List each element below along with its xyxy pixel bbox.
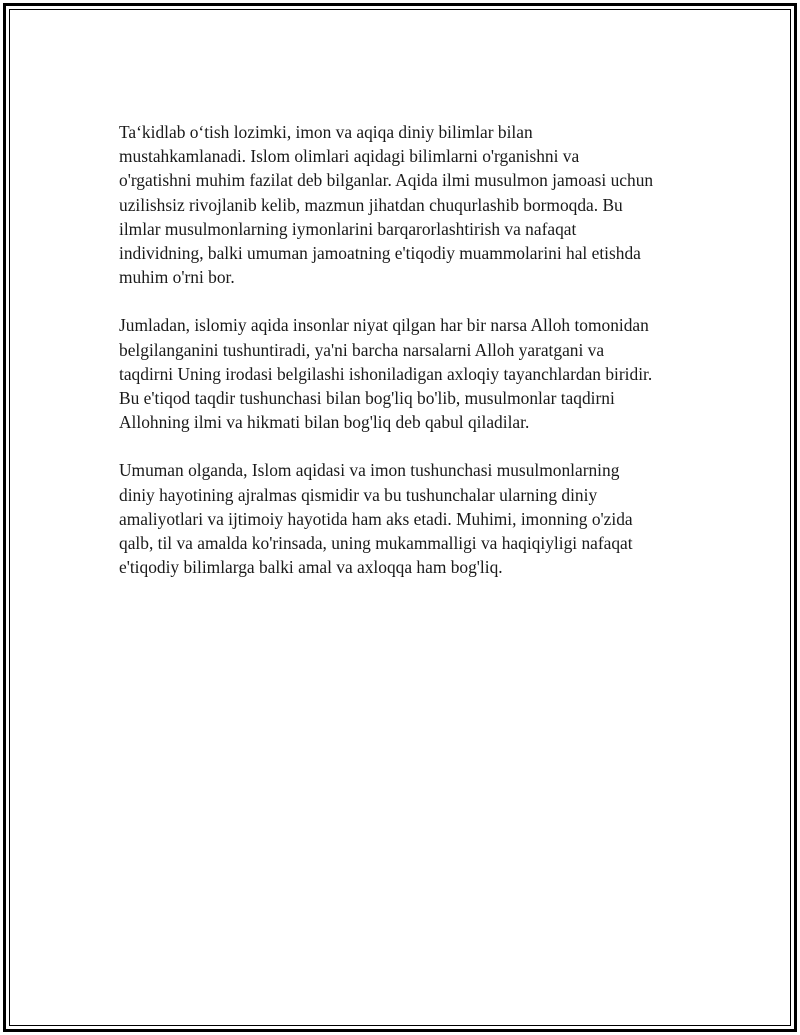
text-line: ilmlar musulmonlarning iymonlarini barqarorlashtirish va nafaqat [119, 218, 577, 239]
paragraph-2 [119, 313, 709, 434]
text-line: Ta‘kidlab o‘tish lozimki, imon va aqiqa diniy bilimlar bilan [119, 122, 533, 142]
text-line: qalb, til va amalda ko'rinsada, uning mukammalligi va haqiqiyligi nafaqat [119, 533, 633, 554]
paragraph-1 [119, 120, 709, 289]
document-body [119, 120, 709, 603]
text-line: individning, balki umuman jamoatning e'tiqodiy muammolarini hal etishda [119, 243, 641, 264]
text-line: mustahkamlanadi. Islom olimlari aqidagi bilimlarni o'rganishni va [119, 146, 580, 167]
page-border [3, 3, 797, 1032]
text-line: taqdirni Uning irodasi belgilashi ishoniladigan axloqiy tayanchlardan biridir. [119, 363, 653, 384]
text-line: Jumladan, islomiy aqida insonlar niyat qilgan har bir narsa Alloh tomonidan [119, 315, 649, 336]
text-line: e'tiqodiy bilimlarga balki amal va axloqqa ham bog'liq. [119, 557, 503, 578]
text-line: Umuman olganda, Islom aqidasi va imon tushunchasi musulmonlarning [119, 460, 620, 481]
text-line: amaliyotlari va ijtimoiy hayotida ham aks etadi. Muhimi, imonning o'zida [119, 508, 633, 529]
paragraph-3 [119, 458, 709, 579]
text-line: belgilanganini tushuntiradi, ya'ni barcha narsalarni Alloh yaratgani va [119, 339, 605, 360]
text-line: Bu e'tiqod taqdir tushunchasi bilan bog'liq bo'lib, musulmonlar taqdirni [119, 388, 615, 409]
text-line: diniy hayotining ajralmas qismidir va bu tushunchalar ularning diniy [119, 484, 598, 505]
text-line: uzilishsiz rivojlanib kelib, mazmun jihatdan chuqurlashib bormoqda. Bu [119, 194, 623, 215]
text-line: o'rgatishni muhim fazilat deb bilganlar. Aqida ilmi musulmon jamoasi uchun [119, 170, 654, 191]
text-line: Allohning ilmi va hikmati bilan bog'liq deb qabul qiladilar. [119, 412, 530, 433]
text-line: muhim o'rni bor. [119, 267, 235, 288]
